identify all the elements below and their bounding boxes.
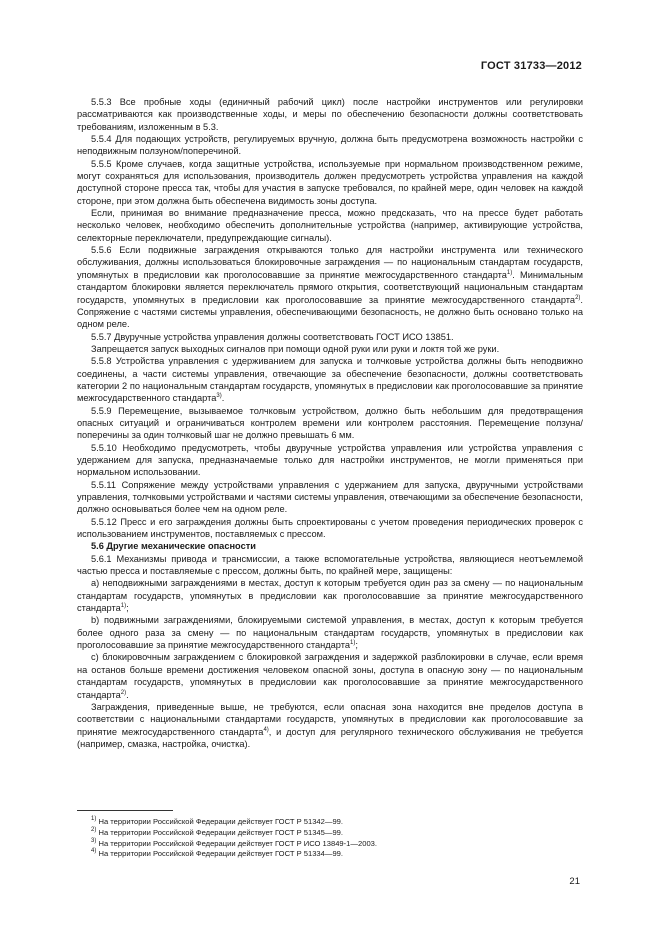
footnote-4 <box>77 849 583 860</box>
period: . <box>580 294 583 305</box>
document-header: ГОСТ 31733—2012 <box>480 60 582 72</box>
footnote-mark: 2) <box>91 826 97 833</box>
footnote-mark: 3) <box>91 837 97 844</box>
paragraph-5-5-3: 5.5.3 Все пробные ходы (единичный рабочий цикл) после настройки инструментов или регулировки рассматриваются как производственные ходы, и меры по обеспечению безопасности должны соответствовать требованиям, изложенным в 5.3. <box>77 97 583 132</box>
paragraph-5-5-7: 5.5.7 Двуручные устройства управления должны соответствовать ГОСТ ИСО 13851. <box>91 331 454 342</box>
paragraph-5-5-9: 5.5.9 Перемещение, вызываемое толчковым устройством, должно быть небольшим для предотвращения опасных ситуаций и ограничиваться контролем времени или контролем расстояния. Перемещение ползуна/поперечины за один толчковый шаг не должно превышать 6 мм. <box>77 405 583 441</box>
period: . <box>126 689 129 700</box>
paragraph-5-5-5: 5.5.5 Кроме случаев, когда защитные устройства, используемые при нормальном производственном режиме, могут сохраняться для использования, производитель должен предусмотреть устройства управления на каждой доступной стороне пресса так, чтобы для участия в запуске требовался, по крайней мере, один человек на каждой стороне, при этом должна быть обеспечена видимость зоны доступа. <box>77 158 583 206</box>
footnote-mark: 4) <box>91 848 97 855</box>
paragraph-5-5-5-cont: Если, принимая во внимание предназначение пресса, можно предсказать, что на прессе будет работать несколько человек, необходимо обеспечить дополнительные устройства (например, активирующие устройства, селекторные переключатели, предупреждающие сигналы). <box>77 208 583 243</box>
period: . <box>512 269 515 280</box>
list-item-b-text: b) подвижными заграждениями, блокируемыми системой управления, в местах, доступ к которым требуется более одного раза за смену — по национальным стандартам государств, упомянутых в предисловии как проголосовавшие за принятие межгосударственного стандарта <box>77 615 583 651</box>
list-item-c <box>77 651 583 700</box>
guards-note-text-b: , и доступ для регулярного технического обслуживания не требуется (например, смазка, настройка, очистка). <box>77 726 584 749</box>
paragraph-5-5-10: 5.5.10 Необходимо предусмотреть, чтобы двуручные устройства управления или устройства управления с удержанием для запуска, предназначаемые только для настройки инструментов, не могли применяться при нормальном использовании. <box>77 442 583 478</box>
footnote-ref-2: 2) <box>575 294 581 301</box>
paragraph-5-5-8 <box>77 355 583 404</box>
footnote-mark: 1) <box>91 816 97 822</box>
footnotes <box>77 817 583 860</box>
footnote-ref-1: 1) <box>506 269 513 276</box>
paragraph-5-5-6 <box>77 244 583 330</box>
list-item-a <box>77 577 583 614</box>
guards-note-text-a: Заграждения, приведенные выше, не требуются, если опасная зона находится вне пределов доступа в соответствии с национальными стандартами государств, упомянутых в предисловии как проголосовавшие за принятие межгосударственного стандарта <box>77 701 583 737</box>
list-item-b <box>77 614 583 651</box>
paragraph-5-5-8-text: 5.5.8 Устройства управления с удерживанием для запуска и толчковые устройства должны быть неподвижно соединены, а части системы управления, отвечающие за обеспечение безопасности, должны соответствовать категории 2 по национальным стандартам государств, упомянутых в предисловии как проголосовавшие за принятие межгосударственного стандарта <box>77 356 583 404</box>
footnote-text: На территории Российской Федерации действует ГОСТ Р 51342—99. <box>96 817 344 826</box>
paragraph-guards-note <box>77 701 583 750</box>
paragraph-5-5-6-text-c: Сопряжение с частями системы управления, обеспечивающими безопасность, не должно быть основано только на одном реле. <box>77 306 583 330</box>
paragraph-5-5-12: 5.5.12 Пресс и его заграждения должны быть спроектированы с учетом проведения периодических проверок с использованием инструментов, поставляемых с прессом. <box>77 516 583 540</box>
paragraph-5-5-6-text-b: Минимальным стандартом блокировки является переключатель прямого открытия, соответствующий национальным стандартам государств, упомянутых в предисловии как проголосовавшие за принятие межгосударственного стандарта <box>77 269 583 305</box>
list-item-c-text: c) блокировочным заграждением с блокировкой заграждения и задержкой разблокировки в случае, если время на останов больше времени достижения человеком опасной зоны, доступа в опасную зону — по национальным стандартам государств, упомянутых в предисловии как проголосовавшие за принятие межгосударственного стандарта <box>77 652 583 700</box>
page-number: 21 <box>569 876 580 887</box>
paragraph-5-5-11: 5.5.11 Сопряжение между устройствами управления с удержанием для запуска, двуручными устройствами управления, толчковыми устройствами и частями системы управления, отвечающими за обеспечение безопасности, должно основываться более чем на одном реле. <box>77 479 583 515</box>
paragraph-5-5-7-cont: Запрещается запуск выходных сигналов при помощи одной руки или руки и локтя той же руки. <box>91 343 500 354</box>
paragraph-5-6-1: 5.6.1 Механизмы привода и трансмиссии, а также вспомогательные устройства, являющиеся неотъемлемой частью пресса и поставляемые с прессом, должны быть, по крайней мере, защищены: <box>77 553 583 577</box>
section-heading-5-6: 5.6 Другие механические опасности <box>91 541 256 552</box>
list-item-a-text: а) неподвижными заграждениями в местах, доступ к которым требуется один раз за смену — по национальным стандартам государств, упомянутых в предисловии как проголосовавшие за принятие межгосударственного стандарта <box>77 578 583 614</box>
document-body <box>77 96 583 750</box>
footnote-1 <box>77 817 583 828</box>
footnote-ref-3: 3) <box>216 393 222 400</box>
period: . <box>221 393 225 404</box>
paragraph-5-5-6-text-a: 5.5.6 Если подвижные заграждения открываются только для настройки инструмента или технического обслуживания, должны использоваться блокировочные заграждения — по национальным стандартам государств, упомянутых в предисловии как проголосовавшие за принятие межгосударственного стандарта <box>77 245 583 280</box>
paragraph-5-5-4: 5.5.4 Для подающих устройств, регулируемых вручную, должна быть предусмотрена возможность настройки с неподвижным ползуном/поперечиной. <box>77 134 583 157</box>
footnote-text: На территории Российской Федерации действует ГОСТ Р 51345—99. <box>96 827 344 837</box>
footnote-ref-1c: 1) <box>349 640 356 647</box>
footnote-text: На территории Российской Федерации действует ГОСТ Р ИСО 13849-1—2003. <box>96 838 378 848</box>
footnote-ref-2b: 2) <box>120 689 127 696</box>
footnote-3 <box>77 839 583 850</box>
footnote-2 <box>77 828 583 839</box>
semicolon: ; <box>355 640 358 651</box>
footnote-ref-4: 4) <box>263 726 269 733</box>
footnote-ref-1b: 1) <box>120 603 127 610</box>
semicolon: ; <box>126 603 129 614</box>
footnote-text: На территории Российской Федерации действует ГОСТ Р 51334—99. <box>96 849 344 859</box>
footnote-separator <box>77 810 173 811</box>
